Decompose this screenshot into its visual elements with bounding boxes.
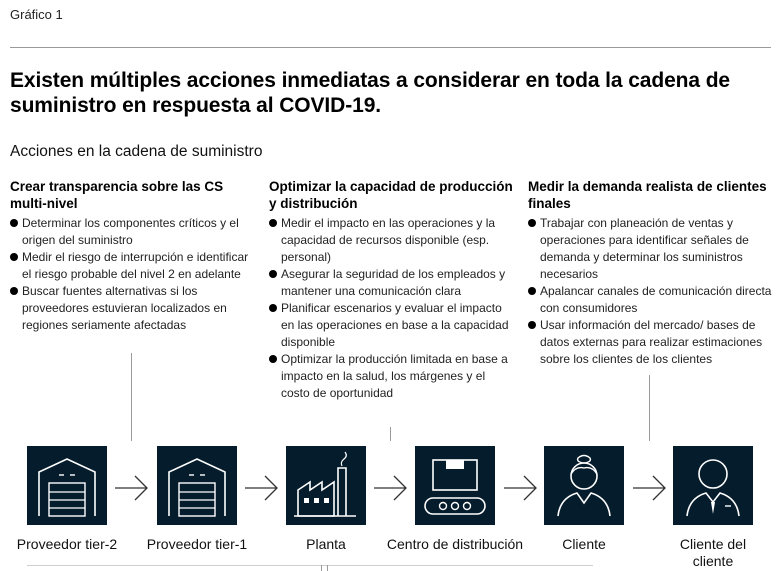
action-column-transparency [10,178,255,334]
bullet-list [10,215,255,334]
column-title: Crear transparencia sobre las CS multi-nivel [10,179,224,211]
tick-mark [327,565,328,571]
bullet-item: Optimizar la producción limitada en base a impacto en la salud, los márgenes y el costo de oportunidad [269,351,514,402]
exhibit-label: Gráfico 1 [10,7,63,22]
bullet-item: Trabajar con planeación de ventas y operaciones para identificar señales de demanda y determinar los suministros necesarios [528,215,773,283]
connector-line [131,353,132,441]
conveyor-box-icon [415,446,495,525]
bullet-item: Medir el riesgo de interrupción e identificar el riesgo probable del nivel 2 en adelante [10,249,255,283]
woman-customer-icon [544,446,624,525]
bullet-item: Buscar fuentes alternativas si los proveedores estuvieran localizados en regiones seriamente afectadas [10,283,255,334]
warehouse-icon [157,446,237,525]
bullet-list [528,215,773,368]
bullet-item: Determinar los componentes críticos y el origen del suministro [10,215,255,249]
action-column-production [269,178,514,402]
arrow-right-icon [372,474,410,502]
bullet-item: Planificar escenarios y evaluar el impacto en las operaciones en base a la capacidad disponible [269,300,514,351]
bullet-item: Apalancar canales de comunicación directa con consumidores [528,283,773,317]
tick-mark [321,565,322,571]
bottom-divider [27,565,593,566]
man-customer-icon [673,446,753,525]
arrow-right-icon [502,474,540,502]
arrow-right-icon [113,474,151,502]
connector-line [390,427,391,441]
column-title: Medir la demanda realista de clientes finales [528,179,767,211]
bullet-item: Medir el impacto en las operaciones y la capacidad de recursos disponible (esp. personal) [269,215,514,266]
chain-label: Planta [306,536,346,552]
action-column-demand [528,178,773,368]
arrow-right-icon [631,474,669,502]
headline: Existen múltiples acciones inmediatas a considerar en toda la cadena de suministro en respuesta al COVID-19. [10,69,731,117]
arrow-right-icon [243,474,281,502]
factory-icon [286,446,366,525]
top-divider [10,47,771,48]
bullet-item: Usar información del mercado/ bases de datos externas para realizar estimaciones sobre los clientes de los clientes [528,317,773,368]
chain-label: Cliente [562,536,606,552]
warehouse-icon [27,446,107,525]
chain-label: Centro de distribución [386,536,524,552]
bullet-list [269,215,514,402]
bullet-item: Asegurar la seguridad de los empleados y mantener una comunicación clara [269,266,514,300]
chain-label: Cliente del cliente [679,536,747,569]
connector-line [649,375,650,441]
section-title: Acciones en la cadena de suministro [10,143,263,160]
column-title: Optimizar la capacidad de producción y distribución [269,179,513,211]
chain-label: Proveedor tier-1 [146,536,248,552]
chain-label: Proveedor tier-2 [16,536,118,552]
